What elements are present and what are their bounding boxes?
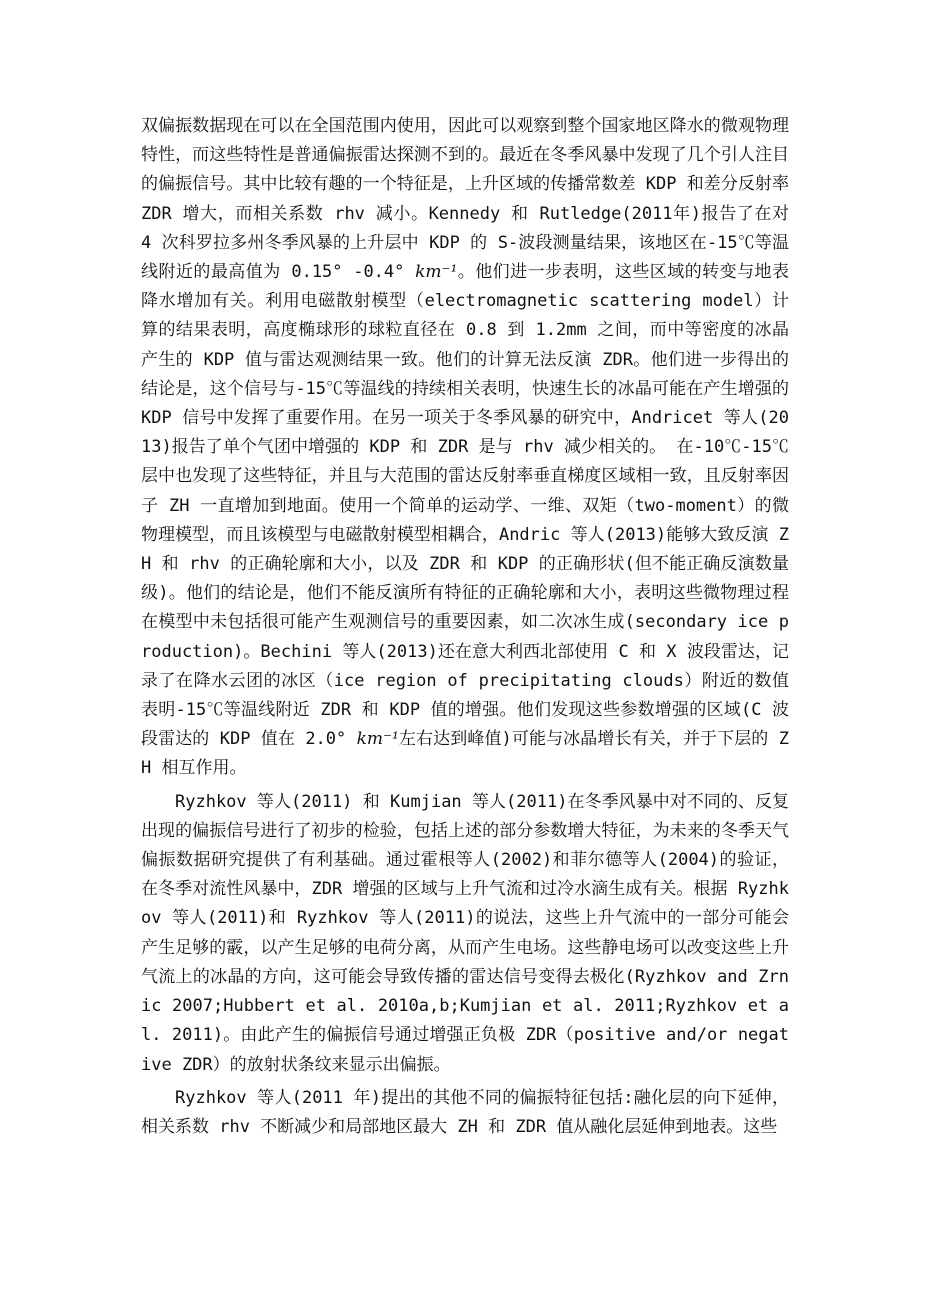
body-text [141,112,789,1142]
paragraph-1 [141,112,789,784]
paragraph-text: 左右达到峰值)可能与冰晶增长有关，并于下层的 ZH 相互作用。 [141,729,789,779]
paragraph-text: Ryzhkov 等人(2011 年)提出的其他不同的偏振特征包括:融化层的向下延伸，相关系数 rhv 不断减少和局部地区最大 ZH 和 ZDR 值从融化层延伸到地表。这些 [141,1087,789,1137]
paragraph-text: Ryzhkov 等人(2011) 和 Kumjian 等人(2011)在冬季风暴中对不同的、反复出现的偏振信号进行了初步的检验，包括上述的部分参数增大特征，为未来的冬季天气偏振数据研究提供了有利基础。通过霍根等人(2002)和菲尔德等人(2004)的验证，在冬季对流性风暴中，ZDR 增强的区域与上升气流和过冷水滴生成有关。根据 Ryzhkov 等人(2011)和 Ryzhkov 等人(2011)的说法，这些上升气流中的一部分可能会产生足够的霰，以产生足够的电荷分离，从而产生电场。这些静电场可以改变这些上升气流上的冰晶的方向，这可能会导致传播的雷达信号变得去极化(Ryzhkov and Zrnic 2007;Hubbert et al. 2010a,b;Kumjian et al. 2011;Ryzhkov et al. 2011)。由此产生的偏振信号通过增强正负极 ZDR（positive and/or negative ZDR）的放射状条纹来显示出偏振。 [141,791,789,1075]
unit-km-inverse: km⁻¹ [356,729,399,750]
paragraph-text: 。他们进一步表明，这些区域的转变与地表降水增加有关。利用电磁散射模型（electromagnetic scattering model）计算的结果表明，高度椭球形的球粒直径在 0.8 到 1.2mm 之间，而中等密度的冰晶产生的 KDP 值与雷达观测结果一致。他们的计算无法反演 ZDR。他们进一步得出的结论是，这个信号与-15℃等温线的持续相关表明，快速生长的冰晶可能在产生增强的 KDP 信号中发挥了重要作用。在另一项关于冬季风暴的研究中，Andricet 等人(2013)报告了单个气团中增强的 KDP 和 ZDR 是与 rhv 减少相关的。 在-10℃-15℃层中也发现了这些特征，并且与大范围的雷达反射率垂直梯度区域相一致，且反射率因子 ZH 一直增加到地面。使用一个简单的运动学、一维、双矩（two-moment）的微物理模型，而且该模型与电磁散射模型相耦合，Andric 等人(2013)能够大致反演 ZH 和 rhv 的正确轮廓和大小，以及 ZDR 和 KDP 的正确形状(但不能正确反演数量级)。他们的结论是，他们不能反演所有特征的正确轮廓和大小，表明这些微物理过程在模型中未包括很可能产生观测信号的重要因素，如二次冰生成(secondary ice production)。Bechini 等人(2013)还在意大利西北部使用 C 和 X 波段雷达，记录了在降水云团的冰区（ice region of precipitating clouds）附近的数值表明-15℃等温线附近 ZDR 和 KDP 值的增强。他们发现这些参数增强的区域(C 波段雷达的 KDP 值在 2.0° [141,262,790,750]
paragraph-text: 双偏振数据现在可以在全国范围内使用，因此可以观察到整个国家地区降水的微观物理特性，而这些特性是普通偏振雷达探测不到的。最近在冬季风暴中发现了几个引人注目的偏振信号。其中比较有趣的一个特征是，上升区域的传播常数差 KDP 和差分反射率 ZDR 增大，而相关系数 rhv 减小。Kennedy 和 Rutledge(2011年)报告了在对 4 次科罗拉多州冬季风暴的上升层中 KDP 的 S-波段测量结果，该地区在-15℃等温线附近的最高值为 0.15° -0.4° [141,116,789,283]
unit-km-inverse: km⁻¹ [415,262,458,283]
paragraph-2 [141,788,789,1080]
paragraph-3 [141,1084,789,1142]
